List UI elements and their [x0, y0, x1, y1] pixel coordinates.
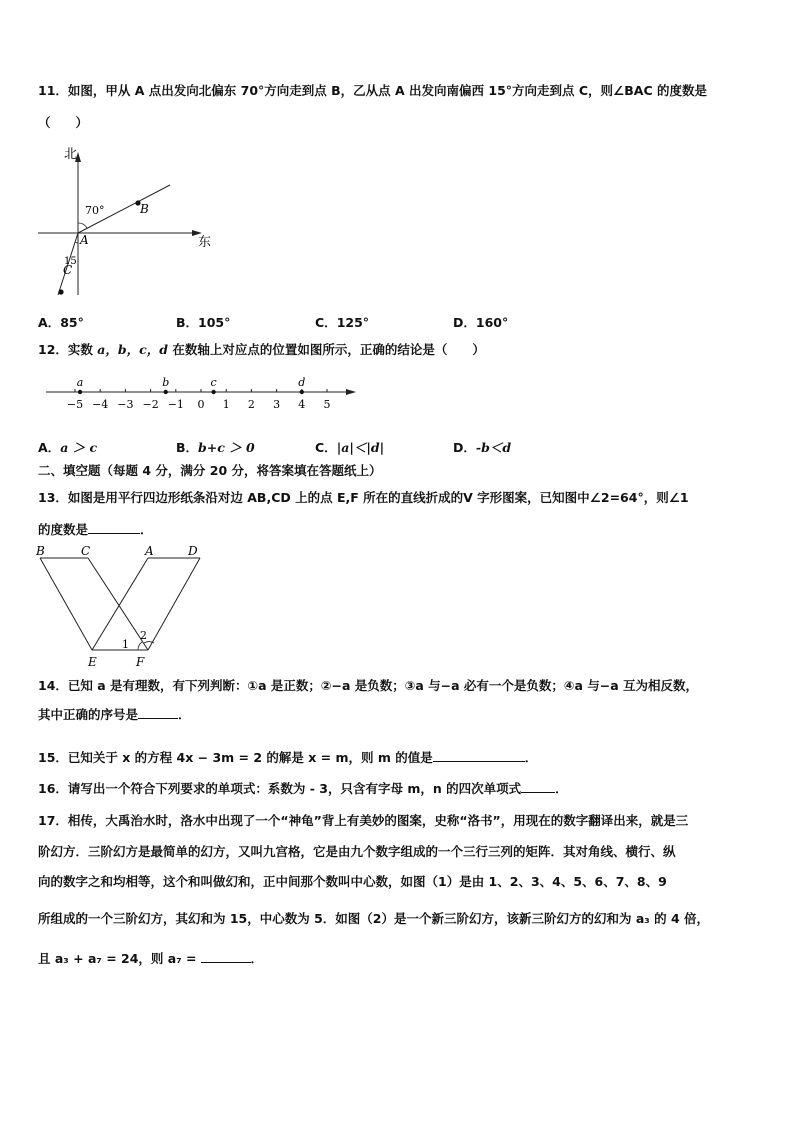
angle-70-label: 70°	[85, 204, 105, 217]
label-d: D	[188, 544, 198, 558]
q13-answer-blank[interactable]	[88, 521, 140, 534]
point-c-dot	[58, 289, 63, 294]
q16-text: 16．请写出一个符合下列要求的单项式：系数为 - 3，只含有字母 m，n 的四次单项式 ．	[38, 781, 568, 796]
number-line-tick-label: −1	[167, 398, 184, 411]
east-label: 东	[198, 235, 212, 250]
q17-line3: 向的数字之和均相等，这个和叫做幻和，正中间那个数叫中心数，如图（1）是由 1、2、3、4、5、6、7、8、9	[38, 874, 667, 889]
q15-answer-blank[interactable]	[433, 749, 525, 762]
number-line-point-c	[211, 390, 215, 394]
q13-line1: 13．如图是用平行四边形纸条沿对边 AB,CD 上的点 E,F 所在的直线折成的V 字形图案，已知图中∠2=64°，则∠1	[38, 490, 689, 505]
q11-option-c[interactable]: C．125°	[315, 315, 370, 330]
q17-line1: 17．相传，大禹治水时，洛水中出现了一个“神龟”背上有美妙的图案，史称“洛书”，用现在的数字翻译出来，就是三	[38, 813, 689, 828]
q17-answer-blank[interactable]	[201, 950, 251, 963]
label-e: E	[88, 655, 97, 669]
q12-option-c[interactable]: C．|a|＜|d|	[315, 440, 385, 455]
q15-text: 15．已知关于 x 的方程 4x − 3m = 2 的解是 x = m，则 m 的值是 ．	[38, 750, 538, 765]
q12-vars: a，b，c，d	[97, 342, 168, 357]
q11-number: 11．	[38, 83, 68, 98]
q11-figure	[30, 140, 220, 300]
number-line-point-label-b: b	[162, 376, 170, 389]
q11-stem: 如图，甲从 A 点出发向北偏东 70°方向走到点 B，乙从点 A 出发向南偏西 15°方向走到点 C，则∠BAC 的度数是	[67, 83, 707, 98]
number-line-tick-label: 4	[298, 398, 306, 411]
number-line-tick-label: 5	[323, 398, 331, 411]
north-label: 北	[64, 147, 78, 162]
section2-heading: 二、填空题（每题 4 分，满分 20 分，将答案填在答题纸上）	[38, 463, 382, 478]
point-c-label: C	[63, 263, 73, 277]
number-line-arrow	[346, 389, 356, 395]
number-line-tick-label: −4	[92, 398, 109, 411]
point-b-label: B	[140, 202, 149, 216]
q11-option-b[interactable]: B．105°	[176, 315, 231, 330]
label-a: A	[145, 544, 154, 558]
q11-option-d[interactable]: D．160°	[453, 315, 509, 330]
q14-line1: 14．已知 a 是有理数，有下列判断：①a 是正数；②−a 是负数；③a 与−a 必有一个是负数；④a 与−a 互为相反数，	[38, 678, 699, 693]
number-line-tick-label: 0	[197, 398, 205, 411]
number-line-point-label-c: c	[210, 376, 217, 389]
q12-number-line	[40, 372, 360, 416]
q11-text	[38, 82, 758, 100]
number-line-tick-label: 1	[222, 398, 230, 411]
label-angle-2: 2	[140, 629, 147, 642]
q13-line2: 的度数是 ．	[38, 522, 153, 537]
q14-answer-blank[interactable]	[138, 706, 178, 719]
q11-option-a[interactable]: A．85°	[38, 315, 84, 330]
edge-cf	[88, 558, 148, 650]
q13-figure	[36, 543, 216, 671]
point-a-label: A	[80, 233, 89, 247]
number-line-tick-label: −5	[66, 398, 84, 411]
q11-paren: （ ）	[38, 115, 89, 130]
edge-df	[148, 558, 200, 650]
number-line-tick-label: −3	[117, 398, 134, 411]
number-line-tick-label: 2	[247, 398, 255, 411]
label-angle-1: 1	[122, 638, 129, 651]
label-f: F	[136, 655, 145, 669]
angle-1-arc	[138, 642, 142, 650]
q17-line4: 所组成的一个三阶幻方，其幻和为 15，中心数为 5．如图（2）是一个新三阶幻方，该新三阶幻方的幻和为 a₃ 的 4 倍，	[38, 911, 710, 926]
edge-be	[40, 558, 92, 650]
angle-15-label: 15	[64, 256, 77, 267]
q14-line2: 其中正确的序号是 ．	[38, 707, 191, 722]
q12-option-b[interactable]: B．b+c ＞ 0	[176, 440, 255, 455]
q17-line2: 阶幻方．三阶幻方是最简单的幻方，又叫九宫格，它是由九个数字组成的一个三行三列的矩阵．其对角线、横行、纵	[38, 844, 676, 859]
q17-line5: 且 a₃ + a₇ = 24，则 a₇ = ．	[38, 951, 264, 966]
label-c: C	[81, 544, 91, 558]
number-line-point-d	[300, 390, 304, 394]
number-line-point-label-a: a	[76, 376, 84, 389]
q12-option-d[interactable]: D．-b＜d	[453, 440, 512, 455]
number-line-point-label-d: d	[298, 376, 306, 389]
q12-text: 12．实数 a，b，c，d 在数轴上对应点的位置如图所示，正确的结论是（ ）	[38, 342, 485, 357]
number-line-point-a	[78, 390, 82, 394]
label-b: B	[36, 544, 45, 558]
angle-70-arc	[78, 223, 87, 228]
q12-option-a[interactable]: A．a ＞ c	[38, 440, 98, 455]
number-line-point-b	[164, 390, 168, 394]
number-line-tick-label: 3	[273, 398, 281, 411]
q16-answer-blank[interactable]	[521, 780, 555, 793]
number-line-tick-label: −2	[142, 398, 159, 411]
